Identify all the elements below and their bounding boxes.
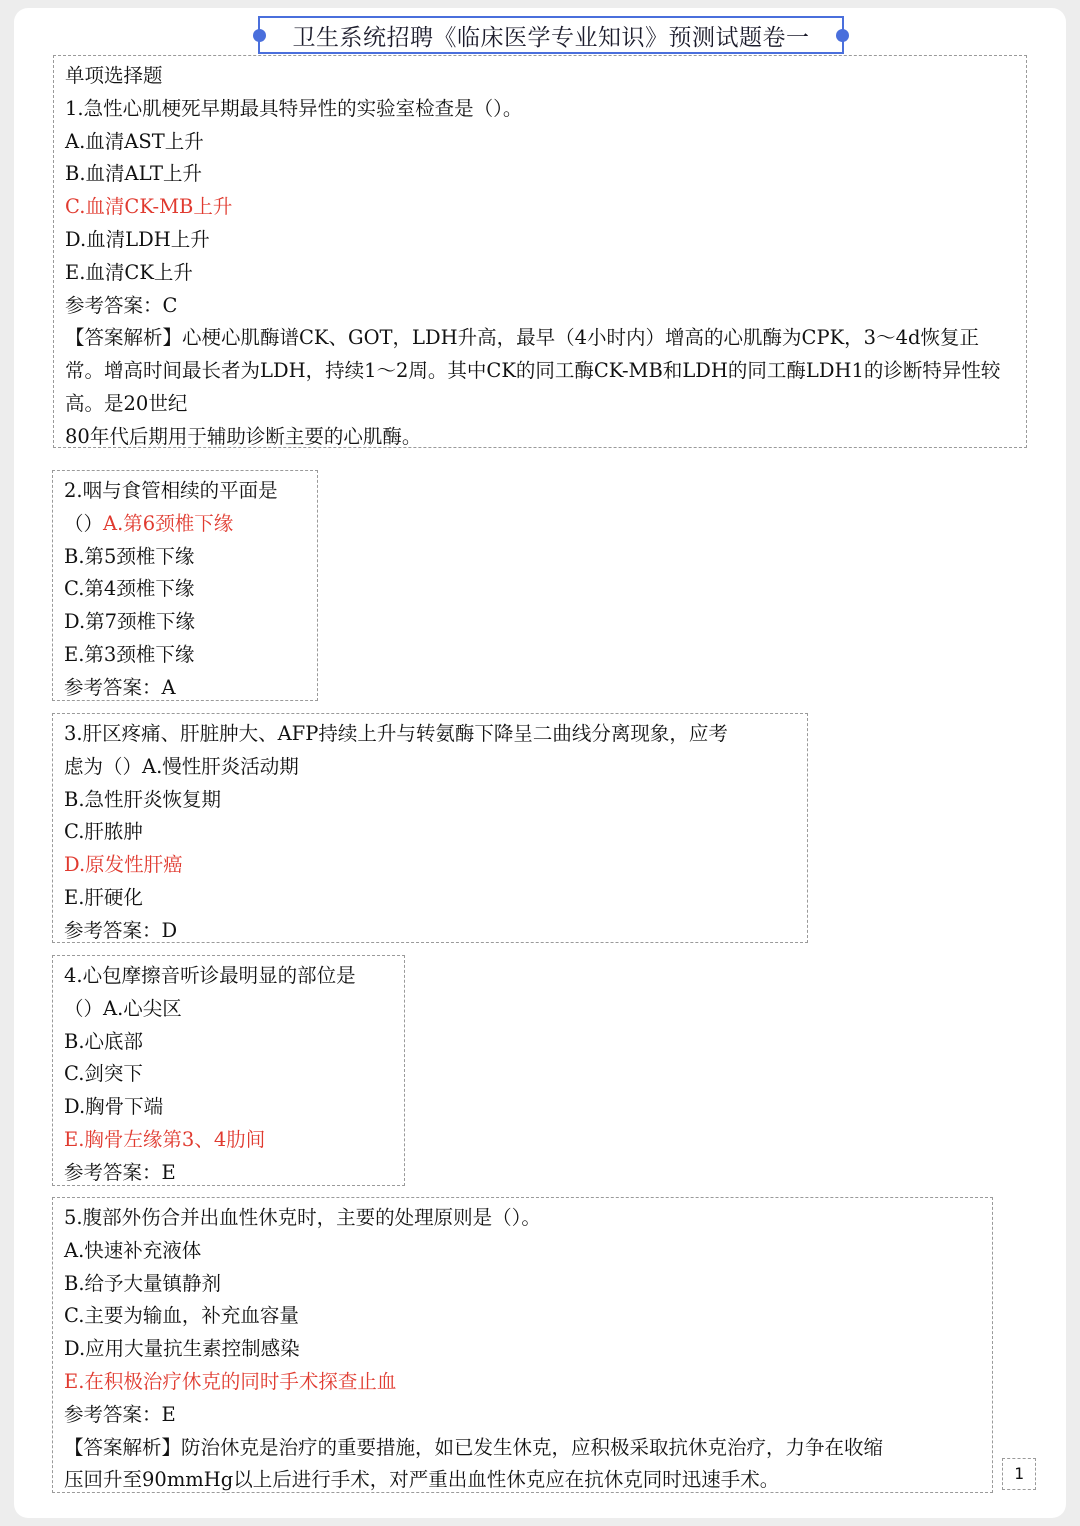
question-4-text-cont: （）A.心尖区 — [64, 996, 182, 1020]
question-3-text-cont: 虑为（）A.慢性肝炎活动期 — [64, 754, 299, 778]
q3-option-d-correct: D.原发性肝癌 — [64, 853, 183, 877]
q5-answer: 参考答案：E — [64, 1402, 176, 1426]
q5-option-d: D.应用大量抗生素控制感染 — [64, 1337, 300, 1361]
q3-option-c: C.肝脓肿 — [64, 820, 143, 844]
question-4-box — [52, 955, 405, 1186]
q2-option-d: D.第7颈椎下缘 — [64, 610, 196, 634]
q3-option-e: E.肝硬化 — [64, 885, 143, 909]
q1-analysis-line: 80年代后期用于辅助诊断主要的心肌酶。 — [65, 424, 422, 448]
q1-option-d: D.血清LDH上升 — [65, 227, 210, 251]
question-1-box — [53, 55, 1027, 448]
q5-analysis-line: 【答案解析】防治休克是治疗的重要措施，如已发生休克，应积极采取抗休克治疗，力争在收缩 — [64, 1435, 884, 1459]
q4-option-e-correct: E.胸骨左缘第3、4肋间 — [64, 1127, 266, 1151]
q5-option-e-correct: E.在积极治疗休克的同时手术探查止血 — [64, 1369, 397, 1393]
question-5-text: 5.腹部外伤合并出血性休克时，主要的处理原则是（）。 — [64, 1206, 541, 1229]
question-4-text: 4.心包摩擦音听诊最明显的部位是 — [64, 964, 356, 987]
q2-option-e: E.第3颈椎下缘 — [64, 642, 195, 666]
q1-option-b: B.血清ALT上升 — [65, 162, 202, 186]
q2-option-c: C.第4颈椎下缘 — [64, 577, 195, 601]
question-2-box — [52, 470, 318, 701]
q1-option-c-correct: C.血清CK-MB上升 — [65, 195, 233, 219]
q4-option-b: B.心底部 — [64, 1029, 144, 1053]
q4-option-c: C.剑突下 — [64, 1062, 143, 1086]
q4-option-d: D.胸骨下端 — [64, 1095, 164, 1119]
question-3-text: 3.肝区疼痛、肝脏肿大、AFP持续上升与转氨酶下降呈二曲线分离现象，应考 — [64, 722, 728, 745]
question-1-text: 1.急性心肌梗死早期最具特异性的实验室检查是（）。 — [65, 96, 523, 120]
q2-option-a-correct: A.第6颈椎下缘 — [103, 511, 234, 535]
q1-analysis-line: 高。是20世纪 — [65, 391, 188, 415]
q1-analysis-line: 【答案解析】心梗心肌酶谱CK、GOT，LDH升高，最早（4小时内）增高的心肌酶为CPK，3～4d恢复正 — [65, 326, 979, 350]
page-number: 1 — [1002, 1458, 1036, 1490]
q1-answer: 参考答案：C — [65, 293, 178, 317]
q1-option-e: E.血清CK上升 — [65, 260, 193, 284]
q3-option-b: B.急性肝炎恢复期 — [64, 787, 222, 811]
q2-option-b: B.第5颈椎下缘 — [64, 544, 195, 568]
q2-answer: 参考答案：A — [64, 675, 176, 699]
q5-option-c: C.主要为输血，补充血容量 — [64, 1304, 299, 1328]
q5-option-a: A.快速补充液体 — [64, 1238, 202, 1262]
page-title: 卫生系统招聘《临床医学专业知识》预测试题卷一 — [292, 24, 810, 51]
q3-answer: 参考答案：D — [64, 918, 178, 942]
bullet-dot-icon — [836, 29, 849, 42]
section-heading: 单项选择题 — [65, 64, 163, 87]
q5-option-b: B.给予大量镇静剂 — [64, 1271, 222, 1295]
q5-analysis-line: 压回升至90mmHg以上后进行手术，对严重出血性休克应在抗休克同时迅速手术。 — [64, 1468, 780, 1492]
question-3-box — [52, 713, 808, 943]
q2-blank: （） — [64, 511, 104, 535]
question-2-text: 2.咽与食管相续的平面是 — [64, 479, 278, 502]
title-banner — [258, 16, 844, 54]
q1-analysis-line: 常。增高时间最长者为LDH，持续1～2周。其中CK的同工酶CK-MB和LDH的同工酶LDH1的诊断特异性较 — [65, 359, 1001, 383]
q1-option-a: A.血清AST上升 — [65, 129, 204, 153]
q2-option-a-line — [64, 508, 307, 541]
question-5-box — [52, 1197, 993, 1493]
bullet-dot-icon — [253, 29, 266, 42]
q4-answer: 参考答案：E — [64, 1160, 176, 1184]
